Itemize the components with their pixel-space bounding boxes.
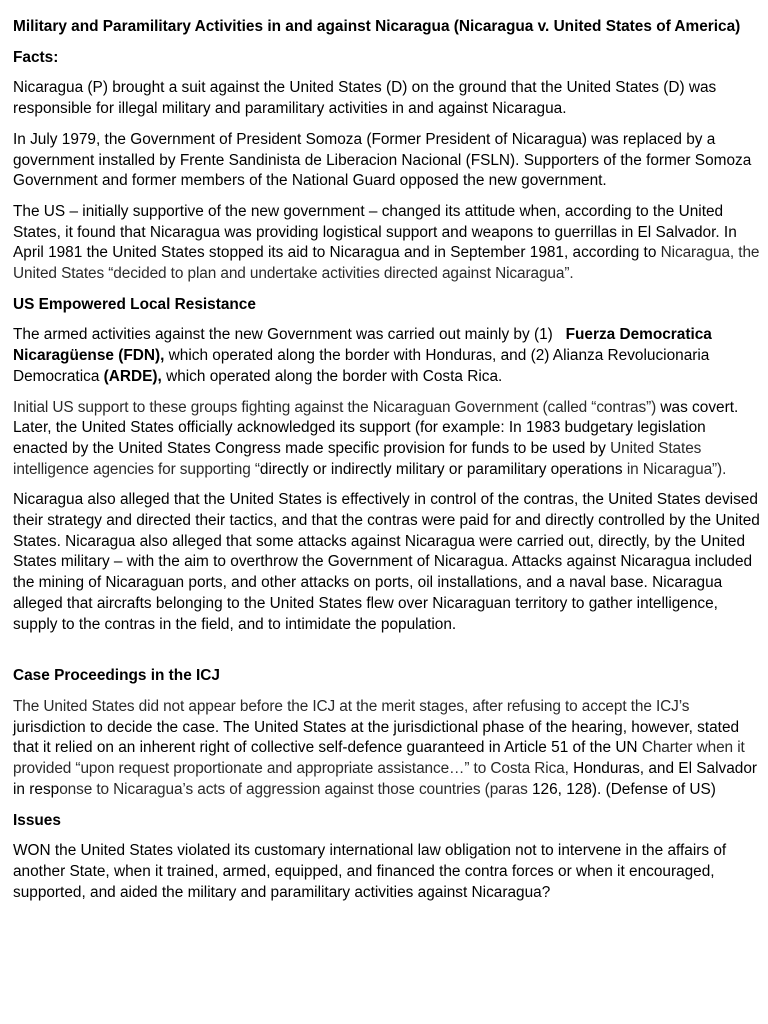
section-spacer (13, 645, 762, 666)
proceedings-heading: Case Proceedings in the ICJ (13, 667, 220, 685)
facts-paragraph-3-quote: Nicaragua, the United States “decided to plan and undertake activities directed against Nicaragua”. (13, 244, 760, 283)
resistance-paragraph-1-text-2: which operated along the border with Honduras, and (2) Alianza Revolucionaria Democratica (13, 347, 710, 385)
facts-paragraph-1: Nicaragua (P) brought a suit against the United States (D) on the ground that the United States (D) was responsible for illegal military and paramilitary activities in and against Nicaragua. (13, 79, 717, 118)
proceedings-paragraph (13, 697, 762, 801)
resistance-paragraph-2-intro: Initial US support to these groups fighting against the Nicaraguan Government (called “contras”) (13, 398, 657, 416)
proceedings-paragraph-end: 126, 128). (Defense of US) (527, 780, 716, 798)
arde-name: (ARDE), (103, 367, 162, 385)
document-title: Military and Paramilitary Activities in and against Nicaragua (Nicaragua v. United States of America) (13, 18, 741, 35)
proceedings-paragraph-intro: The United States did not appear before the ICJ at the merit stages, after refusing to accept the ICJ’s (13, 697, 690, 715)
resistance-paragraph-2-end: in Nicaragua”). (626, 460, 727, 478)
resistance-paragraph-2-text: was covert. Later, the United States officially acknowledged its support (for example: In 1983 budgetary legislation enacted by the United States Congress made specific provision for funds to be used by (13, 398, 739, 457)
resistance-paragraph-1-text: The armed activities against the new Government was carried out mainly by (1) (13, 326, 566, 344)
resistance-paragraph-1-text-3: which operated along the border with Costa Rica. (161, 367, 503, 385)
proceedings-paragraph-text: jurisdiction to decide the case. The United States at the jurisdictional phase of the hearing, however, stated that it relied on an inherent right of collective self-defence guaranteed in Article 51 of the UN (13, 718, 740, 757)
issues-paragraph: WON the United States violated its customary international law obligation not to intervene in the affairs of another State, when it trained, armed, equipped, and financed the contra forces or when it encouraged, supported, and aided the military and paramilitary activities against Nicaragua? (13, 842, 727, 901)
resistance-paragraph-2 (13, 398, 762, 481)
resistance-paragraph-2-quote: directly or indirectly military or paramilitary operations (259, 460, 627, 478)
resistance-paragraph-2-agencies: United States intelligence agencies for supporting “ (13, 439, 702, 478)
proceedings-paragraph-response: onse to Nicaragua’s acts of aggression against those countries (paras (59, 780, 528, 798)
issues-heading: Issues (13, 811, 61, 829)
fdn-name: Fuerza Democratica Nicaragüense (FDN), (13, 326, 712, 365)
proceedings-paragraph-countries: Honduras, and El Salvador in resp (13, 760, 758, 798)
facts-paragraph-3 (13, 202, 762, 285)
facts-heading: Facts: (13, 48, 59, 66)
resistance-heading: US Empowered Local Resistance (13, 295, 256, 313)
resistance-paragraph-1 (13, 325, 762, 387)
proceedings-paragraph-charter: Charter when it provided “upon request proportionate and appropriate assistance…” to Costa Rica, (13, 739, 745, 778)
facts-paragraph-2: In July 1979, the Government of President Somoza (Former President of Nicaragua) was replaced by a government installed by Frente Sandinista de Liberacion Nacional (FSLN). Supporters of the former Somoza Government and former members of the National Guard opposed the new government. (13, 130, 752, 190)
resistance-paragraph-3: Nicaragua also alleged that the United States is effectively in control of the contras, the United States devised their strategy and directed their tactics, and that the contras were paid for and directly controlled by the United States. Nicaragua also alleged that some attacks against Nicaragua were carried out, directly, by the United States military – with the aim to overthrow the Government of Nicaragua. Attacks against Nicaragua included the mining of Nicaraguan ports, and other attacks on ports, oil installations, and a naval base. Nicaragua alleged that aircrafts belonging to the United States flew over Nicaraguan territory to gather intelligence, supply to the contras in the field, and to intimidate the population. (13, 491, 760, 633)
facts-paragraph-3-text: The US – initially supportive of the new government – changed its attitude when, according to the United States, it found that Nicaragua was providing logistical support and weapons to guerrillas in El Salvador. In April 1981 the United States stopped its aid to Nicaragua and in September 1981, according to (13, 202, 737, 262)
